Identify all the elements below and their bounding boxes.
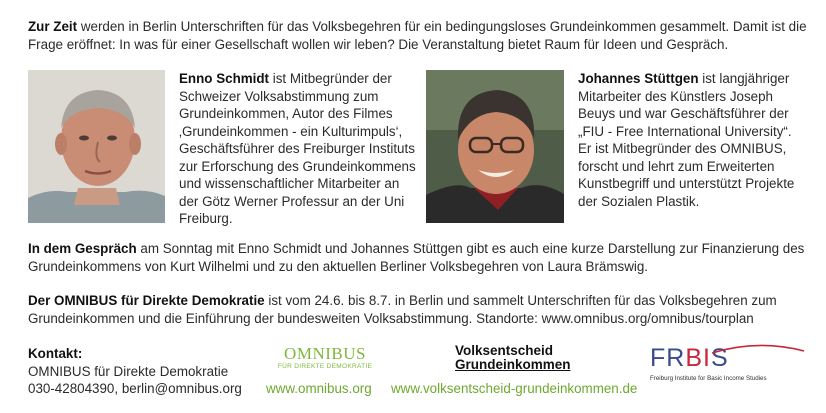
contact-organization: OMNIBUS für Direkte Demokratie	[28, 363, 229, 379]
portrait-enno-schmidt	[28, 70, 165, 223]
fribis-logo-bi: BI	[685, 344, 711, 372]
name-enno-schmidt: Enno Schmidt	[179, 71, 270, 86]
bio-text-enno: ist Mitbegründer der Schweizer Volksabstimmung zum Grundeinkommen, Autor des Filmes ‚Grundeinkommen - ein Kulturimpuls‘, Geschäftsführer des Freiburger Instituts zur Erforschung des Grundeinkommens und wissenschaftlicher Mitarbeiter an der Götz Werner Professur an der Uni Freiburg.	[179, 71, 416, 226]
omnibus-website-link[interactable]: www.omnibus.org	[266, 381, 372, 396]
bio-johannes-stuettgen	[578, 70, 800, 210]
contact-block	[28, 345, 268, 398]
contact-heading: Kontakt:	[28, 346, 83, 361]
omnibus-logo-wordmark: OMNIBUS	[284, 344, 366, 363]
fribis-logo-fr: FR	[650, 344, 686, 372]
fribis-logo	[650, 345, 805, 383]
conversation-paragraph	[28, 240, 808, 275]
volksentscheid-website-link[interactable]: www.volksentscheid-grundeinkommen.de	[391, 381, 638, 396]
fribis-logo-subtitle: Freiburg Institute for Basic Income Studies	[650, 375, 767, 382]
volksentscheid-logo-line1: Volksentscheid	[455, 343, 554, 358]
intro-lead: Zur Zeit	[28, 19, 78, 34]
portrait-johannes-stuettgen	[426, 70, 564, 223]
bio-enno-schmidt	[179, 70, 419, 228]
omnibus-logo	[276, 345, 374, 371]
intro-text: werden in Berlin Unterschriften für das Volksbegehren für ein bedingungsloses Grundeinkommen gesammelt. Damit ist die Frage eröffnet: In was für einer Gesellschaft wollen wir leben? Die Veranstaltung bietet Raum für Ideen und Gespräch.	[28, 19, 807, 52]
omnibus-logo-tagline: FÜR DIREKTE DEMOKRATIE	[277, 363, 373, 370]
fribis-logo-s: S	[710, 344, 729, 372]
conversation-lead: In dem Gespräch	[28, 241, 137, 256]
bio-text-johannes: ist langjähriger Mitarbeiter des Künstlers Joseph Beuys und war Geschäftsführer der „FIU - Free International University“. Er ist Mitbegründer des OMNIBUS, forscht und lehrt zum Erweiterten Kunstbegriff und unterstützt Projekte der Sozialen Plastik.	[578, 71, 795, 209]
omnibus-text: ist vom 24.6. bis 8.7. in Berlin und sammelt Unterschriften für das Volksbegehren zum Grundeinkommen und die Einführung der bundesweiten Volksabstimmung. Standorte: www.omnibus.org/omnibus/tourplan	[28, 293, 777, 326]
intro-paragraph	[28, 18, 808, 53]
volksentscheid-logo-line2: Grundeinkommen	[455, 357, 571, 372]
conversation-text: am Sonntag mit Enno Schmidt und Johannes Stüttgen gibt es auch eine kurze Darstellung zur Finanzierung des Grundeinkommens von Kurt Wilhelmi und zu den aktuellen Berliner Volksbegehren von Laura Brämswig.	[28, 241, 805, 274]
omnibus-paragraph	[28, 292, 808, 327]
contact-phone-email: 030-42804390, berlin@omnibus.org	[28, 381, 242, 396]
omnibus-lead: Der OMNIBUS für Direkte Demokratie	[28, 293, 265, 308]
name-johannes-stuettgen: Johannes Stüttgen	[578, 71, 699, 86]
volksentscheid-logo	[455, 344, 595, 372]
fribis-swoosh-icon	[710, 343, 806, 355]
